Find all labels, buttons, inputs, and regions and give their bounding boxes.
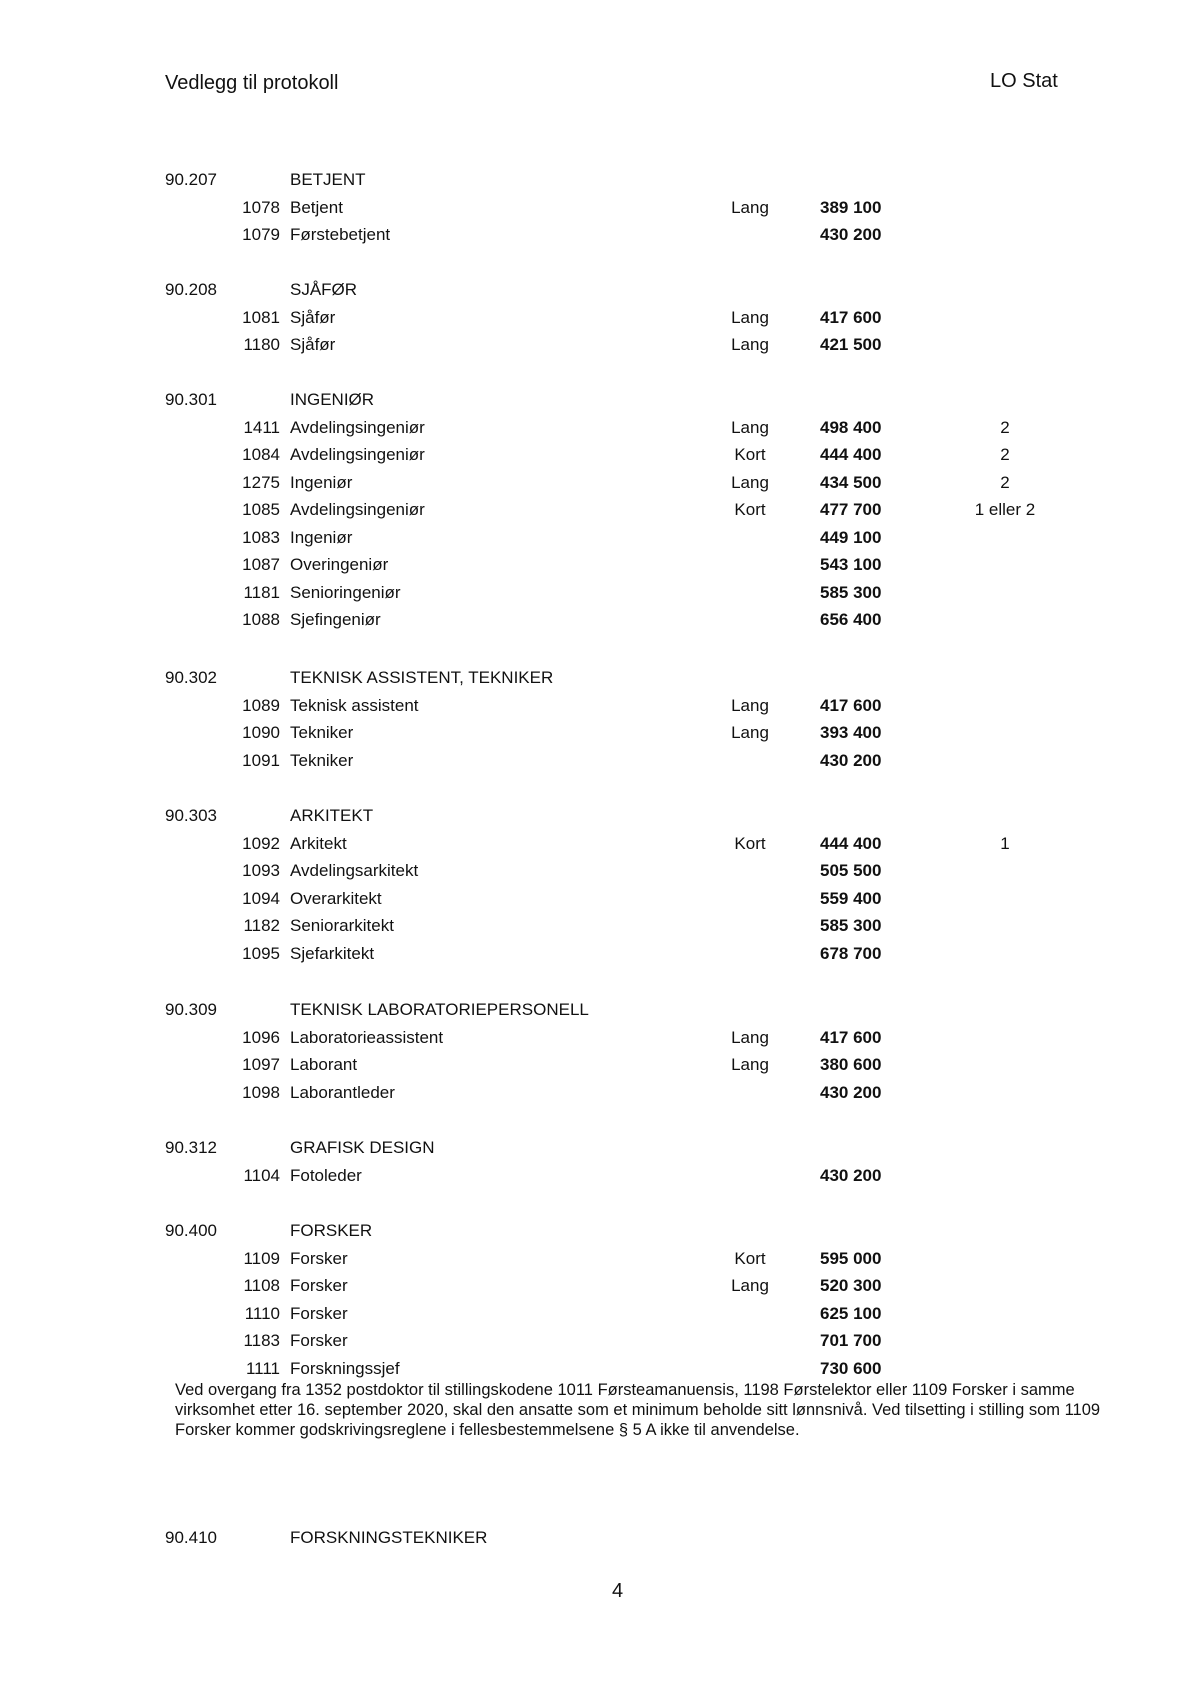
contract-type: Kort <box>734 445 766 464</box>
contract-type: Kort <box>734 500 766 519</box>
salary: 430 200 <box>820 750 882 770</box>
position-code: 1098 <box>242 1082 280 1102</box>
position-name: Sjåfør <box>290 335 336 354</box>
section-title: BETJENT <box>290 170 366 189</box>
salary: 444 400 <box>820 445 882 464</box>
contract-type: Lang <box>731 472 769 492</box>
section-title: GRAFISK DESIGN <box>290 1138 435 1157</box>
section-title: ARKITEKT <box>290 806 374 825</box>
position-name: Laborant <box>290 1055 358 1074</box>
salary: 559 400 <box>820 888 882 908</box>
position-code: 1085 <box>242 500 280 519</box>
position-code: 1180 <box>243 335 280 354</box>
note-ref: 2 <box>1000 445 1010 464</box>
salary: 730 600 <box>820 1358 882 1378</box>
position-code: 1183 <box>243 1331 280 1350</box>
position-code: 1093 <box>242 861 280 880</box>
header-organization: LO Stat <box>990 70 1058 92</box>
contract-type: Lang <box>731 695 769 715</box>
position-code: 1088 <box>242 610 280 629</box>
salary: 417 600 <box>820 695 882 715</box>
position-name: Overingeniør <box>290 555 389 574</box>
salary: 449 100 <box>820 527 882 547</box>
salary: 393 400 <box>820 723 882 742</box>
position-code: 1411 <box>243 417 280 437</box>
position-name: Avdelingsingeniør <box>290 417 425 437</box>
position-code: 1094 <box>242 888 280 908</box>
position-code: 1096 <box>242 1027 280 1047</box>
note-ref: 2 <box>1000 472 1010 492</box>
salary: 505 500 <box>820 861 882 880</box>
contract-type: Lang <box>731 1027 769 1047</box>
position-code: 1083 <box>242 527 280 547</box>
section-title: TEKNISK ASSISTENT, TEKNIKER <box>290 668 554 687</box>
section-code: 90.312 <box>165 1138 217 1157</box>
section-code: 90.309 <box>165 1000 217 1019</box>
position-name: Laboratorieassistent <box>290 1027 444 1047</box>
position-name: Avdelingsingeniør <box>290 445 425 464</box>
position-code: 1091 <box>242 750 280 770</box>
position-name: Teknisk assistent <box>290 695 419 715</box>
position-name: Forsker <box>290 1248 348 1268</box>
position-name: Laborantleder <box>290 1082 395 1102</box>
position-code: 1095 <box>242 943 280 963</box>
position-name: Sjefingeniør <box>290 610 381 629</box>
position-name: Ingeniør <box>290 472 353 492</box>
position-code: 1079 <box>242 225 280 244</box>
contract-type: Lang <box>731 1276 769 1295</box>
section-title: FORSKER <box>290 1221 373 1240</box>
salary: 389 100 <box>820 197 882 217</box>
position-name: Forsker <box>290 1303 348 1323</box>
position-code: 1182 <box>243 916 280 935</box>
position-name: Tekniker <box>290 750 354 770</box>
header-title: Vedlegg til protokoll <box>165 72 339 94</box>
position-name: Avdelingsarkitekt <box>290 861 419 880</box>
salary: 585 300 <box>820 916 882 935</box>
salary: 477 700 <box>820 500 882 519</box>
salary: 430 200 <box>820 1082 882 1102</box>
position-name: Ingeniør <box>290 527 353 547</box>
salary: 520 300 <box>820 1276 882 1295</box>
section-title: TEKNISK LABORATORIEPERSONELL <box>290 1000 589 1019</box>
position-name: Betjent <box>290 197 343 217</box>
section-title: FORSKNINGSTEKNIKER <box>290 1528 488 1547</box>
contract-type: Lang <box>731 723 769 742</box>
position-name: Sjefarkitekt <box>290 943 375 963</box>
position-code: 1081 <box>242 307 280 327</box>
salary: 701 700 <box>820 1331 882 1350</box>
section-code: 90.400 <box>165 1221 217 1240</box>
position-name: Forskningssjef <box>290 1358 400 1378</box>
position-name: Overarkitekt <box>290 888 382 908</box>
salary: 380 600 <box>820 1055 882 1074</box>
position-code: 1087 <box>242 555 280 574</box>
position-code: 1078 <box>242 197 280 217</box>
position-code: 1111 <box>245 1358 280 1378</box>
position-code: 1090 <box>242 723 280 742</box>
salary: 417 600 <box>820 307 882 327</box>
position-code: 1089 <box>242 695 280 715</box>
contract-type: Lang <box>731 1055 769 1074</box>
position-name: Arkitekt <box>290 833 347 853</box>
salary: 585 300 <box>820 582 882 602</box>
position-code: 1104 <box>243 1165 280 1185</box>
footnote: Ved overgang fra 1352 postdoktor til stillingskodene 1011 Førsteamanuensis, 1198 Førstelektor eller 1109 Forsker i samme virksomhet etter 16. september 2020, skal den ansatte som et minimum beholde sitt lønnsnivå. Ved tilsetting i stilling som 1109 Forsker kommer godskrivingsreglene i fellesbestemmelsene § 5 A ikke til anvendelse. <box>175 1381 1101 1439</box>
salary: 543 100 <box>820 555 882 574</box>
note-ref: 2 <box>1000 417 1010 437</box>
position-name: Tekniker <box>290 723 354 742</box>
position-name: Førstebetjent <box>290 225 391 244</box>
salary: 678 700 <box>820 943 882 963</box>
salary: 625 100 <box>820 1303 882 1323</box>
salary: 430 200 <box>820 1165 882 1185</box>
position-code: 1275 <box>242 472 280 492</box>
section-title: INGENIØR <box>290 390 375 409</box>
position-name: Forsker <box>290 1276 348 1295</box>
section-code: 90.302 <box>165 668 217 687</box>
salary: 595 000 <box>820 1248 882 1268</box>
contract-type: Lang <box>731 307 769 327</box>
position-code: 1092 <box>242 833 280 853</box>
contract-type: Lang <box>731 197 769 217</box>
position-name: Avdelingsingeniør <box>290 500 425 519</box>
page-number: 4 <box>612 1580 624 1602</box>
salary: 498 400 <box>820 417 882 437</box>
contract-type: Lang <box>731 335 769 354</box>
salary: 430 200 <box>820 225 882 244</box>
position-code: 1181 <box>243 582 280 602</box>
position-code: 1097 <box>242 1055 280 1074</box>
salary: 421 500 <box>820 335 882 354</box>
position-code: 1109 <box>243 1248 280 1268</box>
section-code: 90.208 <box>165 280 217 299</box>
contract-type: Lang <box>731 417 769 437</box>
contract-type: Kort <box>734 833 766 853</box>
salary: 656 400 <box>820 610 882 629</box>
position-name: Fotoleder <box>290 1165 362 1185</box>
salary: 444 400 <box>820 833 882 853</box>
note-ref: 1 <box>1000 833 1010 853</box>
contract-type: Kort <box>734 1248 766 1268</box>
section-code: 90.303 <box>165 806 217 825</box>
position-name: Senioringeniør <box>290 582 401 602</box>
position-name: Sjåfør <box>290 307 336 327</box>
position-name: Seniorarkitekt <box>290 916 394 935</box>
salary: 417 600 <box>820 1027 882 1047</box>
position-code: 1084 <box>242 445 280 464</box>
position-name: Forsker <box>290 1331 348 1350</box>
salary: 434 500 <box>820 472 882 492</box>
section-code: 90.301 <box>165 390 217 409</box>
position-code: 1108 <box>243 1276 280 1295</box>
position-code: 1110 <box>244 1303 280 1323</box>
section-code: 90.207 <box>165 170 217 189</box>
section-code: 90.410 <box>165 1528 217 1547</box>
section-title: SJÅFØR <box>290 280 358 299</box>
note-ref: 1 eller 2 <box>974 500 1036 519</box>
